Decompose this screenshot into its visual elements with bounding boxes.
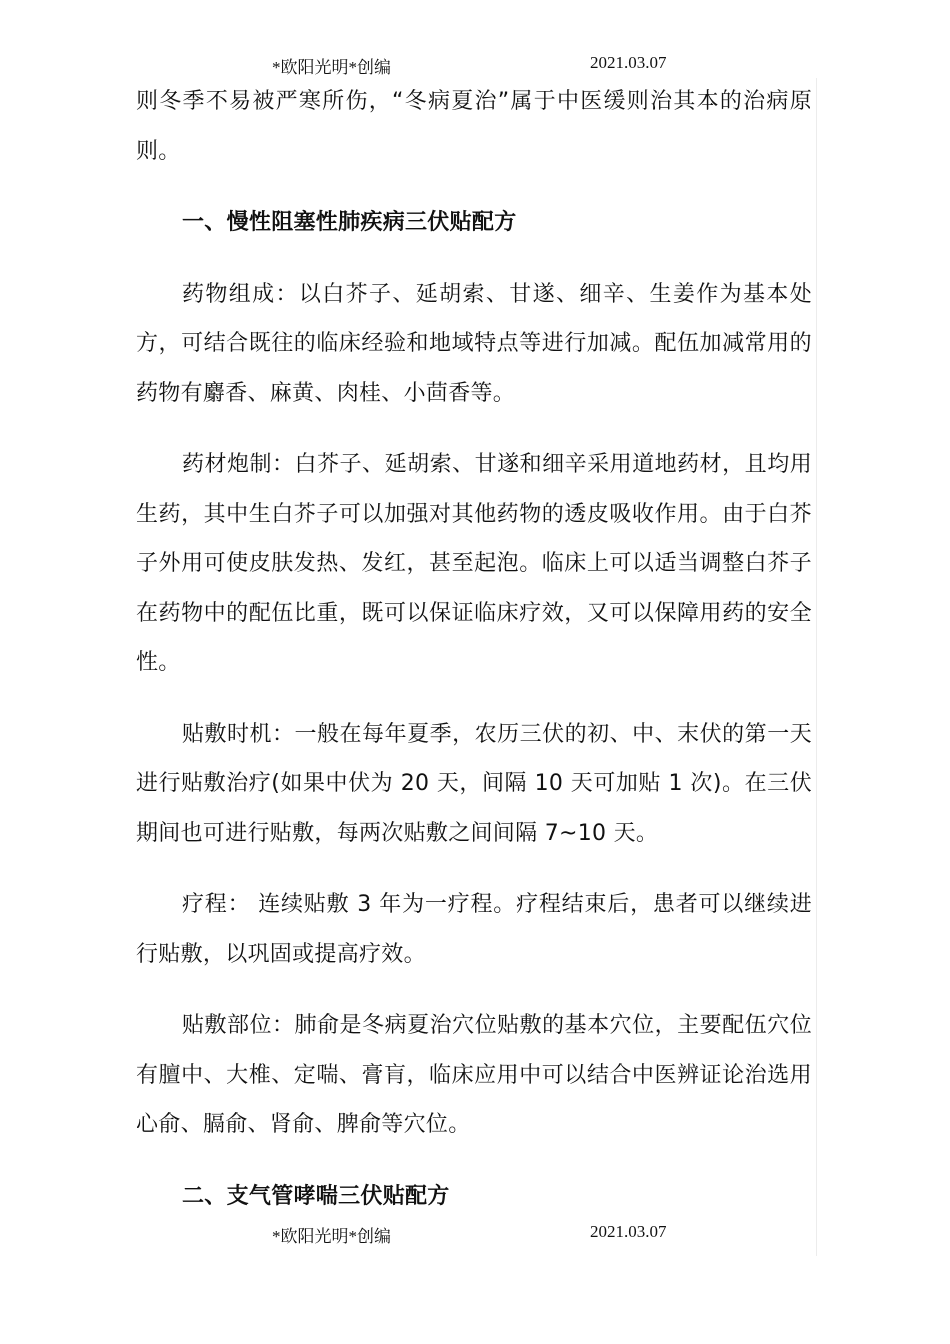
footer-date: 2021.03.07	[590, 1222, 667, 1241]
section-heading-2: 二、支气管哮喘三伏贴配方	[182, 1183, 450, 1209]
page-footer	[0, 1222, 950, 1246]
paragraph-composition: 药物组成：以白芥子、延胡索、甘遂、细辛、生姜作为基本处方，可结合既往的临床经验和地域特点等进行加减。配伍加减常用的药物有麝香、麻黄、肉桂、小茴香等。	[136, 281, 812, 406]
paragraph-course: 疗程： 连续贴敷 3 年为一疗程。疗程结束后，患者可以继续进行贴敷，以巩固或提高疗效。	[136, 892, 812, 967]
section-heading-1: 一、慢性阻塞性肺疾病三伏贴配方	[182, 210, 517, 235]
footer-author: *欧阳光明*创编	[272, 1227, 391, 1246]
page-edge-line	[816, 78, 817, 1256]
intro-paragraph: 则冬季不易被严寒所伤，“冬病夏治”属于中医缓则治其本的治病原则。	[136, 89, 812, 164]
page-header	[0, 53, 950, 77]
document-body	[136, 77, 812, 1221]
paragraph-processing: 药材炮制：白芥子、延胡索、甘遂和细辛采用道地药材，且均用生药，其中生白芥子可以加强对其他药物的透皮吸收作用。由于白芥子外用可使皮肤发热、发红，甚至起泡。临床上可以适当调整白芥子在药物中的配伍比重，既可以保证临床疗效，又可以保障用药的安全性。	[136, 452, 812, 675]
paragraph-sites: 贴敷部位：肺俞是冬病夏治穴位贴敷的基本穴位，主要配伍穴位有膻中、大椎、定喘、膏肓，临床应用中可以结合中医辨证论治选用心俞、膈俞、肾俞、脾俞等穴位。	[136, 1013, 812, 1137]
paragraph-timing: 贴敷时机：一般在每年夏季，农历三伏的初、中、末伏的第一天进行贴敷治疗(如果中伏为 20 天，间隔 10 天可加贴 1 次)。在三伏期间也可进行贴敷，每两次贴敷之间间隔 7~10 天。	[136, 721, 812, 846]
header-date: 2021.03.07	[590, 53, 667, 72]
header-author: *欧阳光明*创编	[272, 58, 391, 77]
